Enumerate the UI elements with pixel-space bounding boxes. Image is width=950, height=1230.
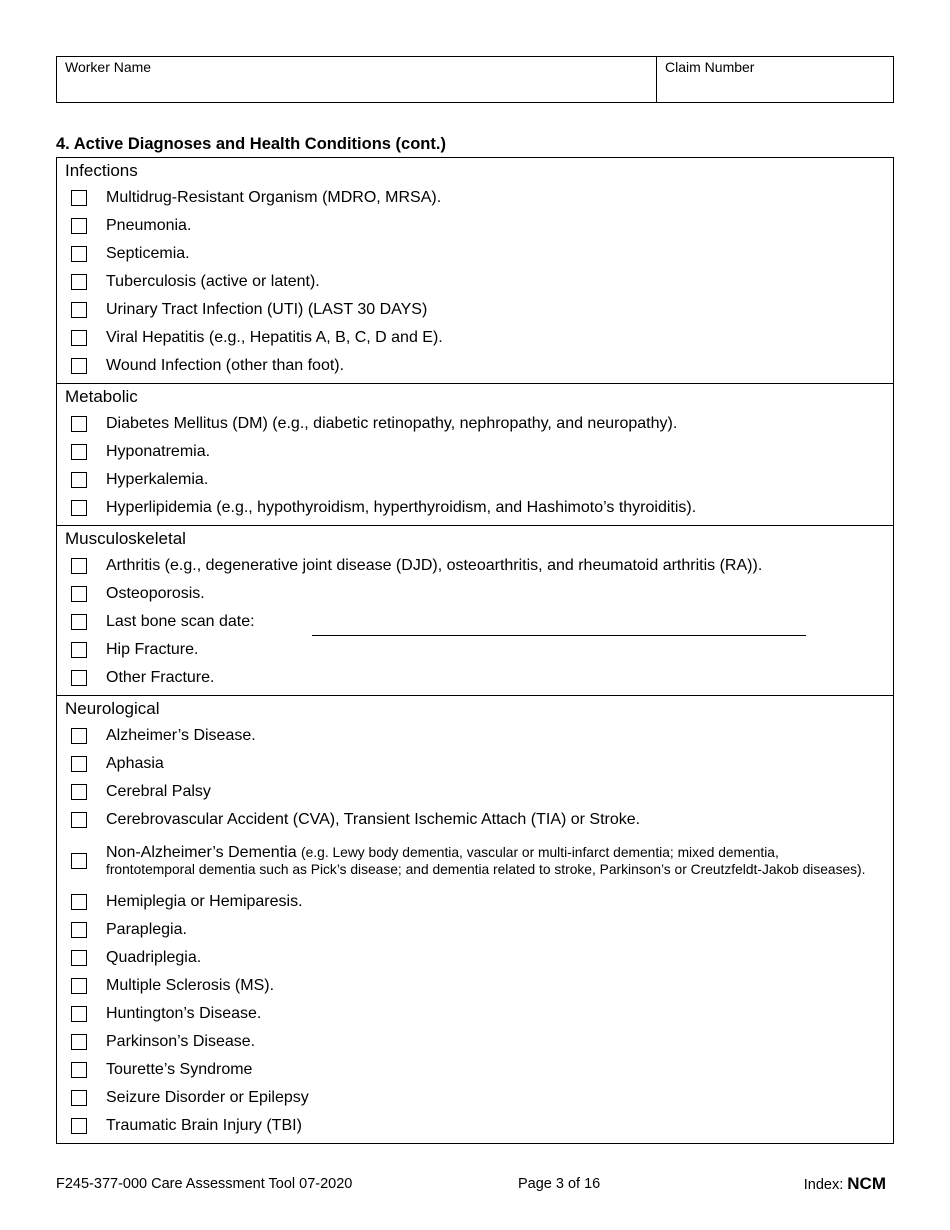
group-title: Metabolic bbox=[65, 387, 138, 406]
checklist-item bbox=[57, 494, 893, 522]
checkbox[interactable] bbox=[71, 444, 87, 460]
item-label: Wound Infection (other than foot). bbox=[106, 357, 345, 374]
checklist-item bbox=[57, 972, 893, 1000]
checkbox[interactable] bbox=[71, 218, 87, 234]
checklist-item bbox=[57, 184, 893, 212]
item-label: Last bone scan date: bbox=[106, 613, 255, 630]
item-label: Cerebrovascular Accident (CVA), Transient Ischemic Attach (TIA) or Stroke. bbox=[106, 811, 641, 828]
claim-number-label: Claim Number bbox=[665, 59, 755, 75]
worker-claim-header bbox=[56, 56, 894, 103]
checkbox[interactable] bbox=[71, 500, 87, 516]
checkbox[interactable] bbox=[71, 894, 87, 910]
checklist-item bbox=[57, 1028, 893, 1056]
checklist-item bbox=[57, 1000, 893, 1028]
item-label: Multidrug-Resistant Organism (MDRO, MRSA). bbox=[106, 189, 442, 206]
item-label: Pneumonia. bbox=[106, 217, 192, 234]
checkbox[interactable] bbox=[71, 614, 87, 630]
claim-number-field[interactable] bbox=[657, 57, 893, 102]
item-label: Parkinson’s Disease. bbox=[106, 1033, 256, 1050]
checklist-item bbox=[57, 888, 893, 916]
checkbox[interactable] bbox=[71, 1118, 87, 1134]
checklist-item bbox=[57, 438, 893, 466]
item-label: Quadriplegia. bbox=[106, 949, 202, 966]
checkbox[interactable] bbox=[71, 416, 87, 432]
checklist-item bbox=[57, 324, 893, 352]
item-label: Seizure Disorder or Epilepsy bbox=[106, 1089, 309, 1106]
checklist-item bbox=[57, 1084, 893, 1112]
checkbox[interactable] bbox=[71, 784, 87, 800]
item-label: Hemiplegia or Hemiparesis. bbox=[106, 893, 303, 910]
checklist-item bbox=[57, 352, 893, 380]
item-label: Arthritis (e.g., degenerative joint disease (DJD), osteoarthritis, and rheumatoid arthritis (RA)). bbox=[106, 557, 763, 574]
item-label: Hip Fracture. bbox=[106, 641, 199, 658]
item-label: Septicemia. bbox=[106, 245, 190, 262]
checkbox[interactable] bbox=[71, 1090, 87, 1106]
checklist-item bbox=[57, 636, 893, 664]
item-label: Paraplegia. bbox=[106, 921, 187, 938]
checkbox[interactable] bbox=[71, 558, 87, 574]
item-label: Osteoporosis. bbox=[106, 585, 205, 602]
checkbox[interactable] bbox=[71, 1034, 87, 1050]
group-infections bbox=[57, 158, 893, 383]
checklist-item bbox=[57, 944, 893, 972]
checklist-item bbox=[57, 750, 893, 778]
item-label: Hyperlipidemia (e.g., hypothyroidism, hyperthyroidism, and Hashimoto’s thyroiditis). bbox=[106, 499, 697, 516]
checklist-item bbox=[57, 212, 893, 240]
checklist-item bbox=[57, 580, 893, 608]
checklist-item bbox=[57, 834, 893, 888]
item-label bbox=[106, 844, 866, 878]
item-label: Viral Hepatitis (e.g., Hepatitis A, B, C, D and E). bbox=[106, 329, 443, 346]
checkbox[interactable] bbox=[71, 756, 87, 772]
group-title: Musculoskeletal bbox=[65, 529, 186, 548]
page-number: Page 3 of 16 bbox=[518, 1176, 601, 1192]
checkbox[interactable] bbox=[71, 1006, 87, 1022]
checkbox[interactable] bbox=[71, 246, 87, 262]
item-label: Cerebral Palsy bbox=[106, 783, 211, 800]
checklist-item bbox=[57, 664, 893, 692]
checklist-item bbox=[57, 722, 893, 750]
checklist-item bbox=[57, 296, 893, 324]
checklist-item bbox=[57, 466, 893, 494]
checklist-item bbox=[57, 268, 893, 296]
item-label: Diabetes Mellitus (DM) (e.g., diabetic retinopathy, nephropathy, and neuropathy). bbox=[106, 415, 678, 432]
item-label: Multiple Sclerosis (MS). bbox=[106, 977, 275, 994]
group-neurological bbox=[57, 695, 893, 1143]
group-metabolic bbox=[57, 383, 893, 525]
checkbox[interactable] bbox=[71, 670, 87, 686]
checkbox[interactable] bbox=[71, 812, 87, 828]
item-label: Other Fracture. bbox=[106, 669, 215, 686]
checkbox[interactable] bbox=[71, 274, 87, 290]
index-value: NCM bbox=[847, 1174, 886, 1193]
checkbox[interactable] bbox=[71, 472, 87, 488]
item-label: Hyperkalemia. bbox=[106, 471, 209, 488]
checklist-item bbox=[57, 806, 893, 834]
checkbox[interactable] bbox=[71, 950, 87, 966]
checklist-item bbox=[57, 608, 893, 636]
checklist-item bbox=[57, 410, 893, 438]
group-title: Neurological bbox=[65, 699, 160, 718]
checklist-item bbox=[57, 240, 893, 268]
checklist-item bbox=[57, 1056, 893, 1084]
checklist-item bbox=[57, 1112, 893, 1140]
item-label: Hyponatremia. bbox=[106, 443, 211, 460]
checkbox[interactable] bbox=[71, 330, 87, 346]
section-title: 4. Active Diagnoses and Health Conditions (cont.) bbox=[56, 135, 446, 153]
item-label: Tuberculosis (active or latent). bbox=[106, 273, 320, 290]
dementia-label: Non-Alzheimer’s Dementia bbox=[106, 844, 297, 861]
checklist-item bbox=[57, 916, 893, 944]
worker-name-label: Worker Name bbox=[65, 59, 152, 75]
checkbox[interactable] bbox=[71, 853, 87, 869]
checkbox[interactable] bbox=[71, 922, 87, 938]
checkbox[interactable] bbox=[71, 358, 87, 374]
checkbox[interactable] bbox=[71, 642, 87, 658]
checkbox[interactable] bbox=[71, 728, 87, 744]
group-musculoskeletal bbox=[57, 525, 893, 695]
checkbox[interactable] bbox=[71, 1062, 87, 1078]
item-label: Urinary Tract Infection (UTI) (LAST 30 DAYS) bbox=[106, 301, 428, 318]
dementia-detail: (e.g. Lewy body dementia, vascular or multi-infarct dementia; mixed dementia, frontotemporal dementia such as Pick’s disease; and dementia related to stroke, Parkinson’s or Creutzfeldt-Jakob diseases). bbox=[106, 845, 866, 877]
checklist-item bbox=[57, 552, 893, 580]
diagnoses-table bbox=[56, 157, 894, 1144]
checkbox[interactable] bbox=[71, 302, 87, 318]
group-title: Infections bbox=[65, 161, 138, 180]
item-label: Tourette’s Syndrome bbox=[106, 1061, 253, 1078]
item-label: Alzheimer’s Disease. bbox=[106, 727, 256, 744]
checkbox[interactable] bbox=[71, 978, 87, 994]
checkbox[interactable] bbox=[71, 190, 87, 206]
index-code bbox=[804, 1174, 886, 1194]
bone-scan-date-line[interactable] bbox=[312, 621, 806, 636]
item-label: Aphasia bbox=[106, 755, 164, 772]
index-label: Index: bbox=[803, 1177, 844, 1193]
item-label: Huntington’s Disease. bbox=[106, 1005, 262, 1022]
worker-name-field[interactable] bbox=[57, 57, 657, 102]
checklist-item bbox=[57, 778, 893, 806]
form-id: F245-377-000 Care Assessment Tool 07-2020 bbox=[56, 1176, 353, 1192]
checkbox[interactable] bbox=[71, 586, 87, 602]
item-label: Traumatic Brain Injury (TBI) bbox=[106, 1117, 302, 1134]
